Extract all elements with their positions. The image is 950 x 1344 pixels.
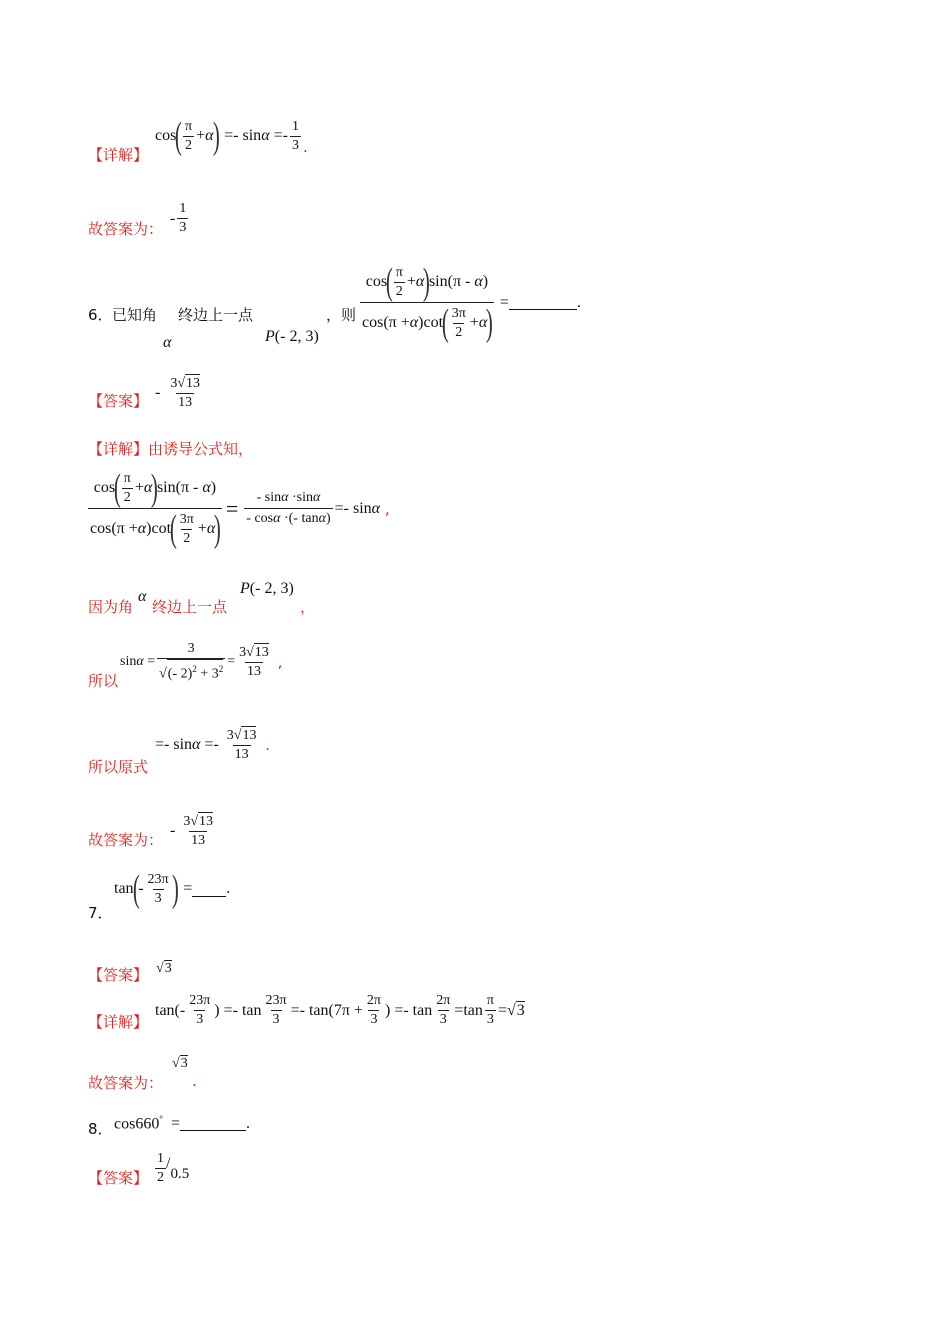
answer-8: $\frac{1}{2}$ / 0.5 xyxy=(157,1151,190,1185)
final-answer-6: - $\frac{3√13}{13}$ xyxy=(170,814,214,848)
answer-tag-7: 【答案】 xyxy=(88,966,149,984)
answer-tag-6: 【答案】 xyxy=(88,392,149,410)
q6-point: P(- 2, 3) xyxy=(265,328,319,345)
final-prefix-6: 故答案为： xyxy=(88,831,164,849)
final-end-7: . xyxy=(192,1072,197,1090)
detail-tag-6: 【详解】由诱导公式知， xyxy=(88,440,254,458)
q6-line2-end: ， xyxy=(300,598,316,616)
answer-tag-8: 【答案】 xyxy=(88,1169,149,1187)
q6-expression: cos ( $\frac{\pi}{2}$ + α ) sin(π - α ) cos(π + α )cot ( $\frac{3\pi}{2}$ + α ) = . xyxy=(362,261,581,344)
q6-line4-text: 所以原式 xyxy=(88,758,149,776)
q6-text-a: 已知角 xyxy=(112,306,158,324)
q6-alpha: α xyxy=(163,334,172,351)
q7-number: 7． xyxy=(88,904,113,922)
answer-7: √3 xyxy=(156,961,172,976)
q6-number: 6． xyxy=(88,306,113,324)
final-answer-7: √3 xyxy=(172,1056,188,1071)
q6-text-c: ，则 xyxy=(326,306,357,324)
q6-line2-point: P(- 2, 3) xyxy=(240,580,294,597)
detail-tag-7: 【详解】 xyxy=(88,1013,149,1031)
q6-line2-text2: 终边上一点 xyxy=(152,598,228,616)
q6-line2-alpha: α xyxy=(138,588,147,605)
q6-line3-formula: sin α = $\frac{3}{√(- 2)^2 + 3^2}$ = $\frac{3√13}{13}$ , xyxy=(120,641,283,682)
q7-expression: tan ( - $\frac{23\pi}{3}$ ) = . xyxy=(114,868,231,910)
q6-text-b: 终边上一点 xyxy=(178,306,254,324)
q6-line2-text: 因为角 xyxy=(88,598,134,616)
answer-prefix-5: 故答案为： xyxy=(88,220,164,238)
q8-expression: cos660° = . xyxy=(114,1114,250,1133)
final-prefix-7: 故答案为： xyxy=(88,1074,164,1092)
q6-step1: cos ( $\frac{\pi}{2}$ + α ) sin(π - α ) cos(π + α )cot ( $\frac{3\pi}{2}$ + α ) = $\frac{- \sin\alpha \cdot\sin\alpha}{- \cos\alpha \cdot(- \tan\alpha)}$ =- sin α , xyxy=(90,467,390,550)
detail-tag-5: 【详解】 xyxy=(88,146,149,164)
q6-line3-text: 所以 xyxy=(88,672,119,690)
answer-6: - $\frac{3√13}{13}$ xyxy=(155,376,201,410)
answer-value-5: - $\frac{1}{3}$ xyxy=(170,201,187,235)
q8-number: 8． xyxy=(88,1120,113,1138)
q6-line4-formula: =- sin α =- $\frac{3√13}{13}$ . xyxy=(155,728,271,762)
detail-formula-5: cos ( $\frac{\pi}{2}$ + α ) =- sin α =- $\frac{1}{3}$ . xyxy=(155,115,308,157)
q7-detail: tan(- $\frac{23\pi}{3}$ ) =- tan $\frac{23\pi}{3}$ =- tan(7π + $\frac{2\pi}{3}$ ) =- tan $\frac{2\pi}{3}$ =tan $\frac{\pi}{3}$ =√3 xyxy=(155,993,525,1027)
